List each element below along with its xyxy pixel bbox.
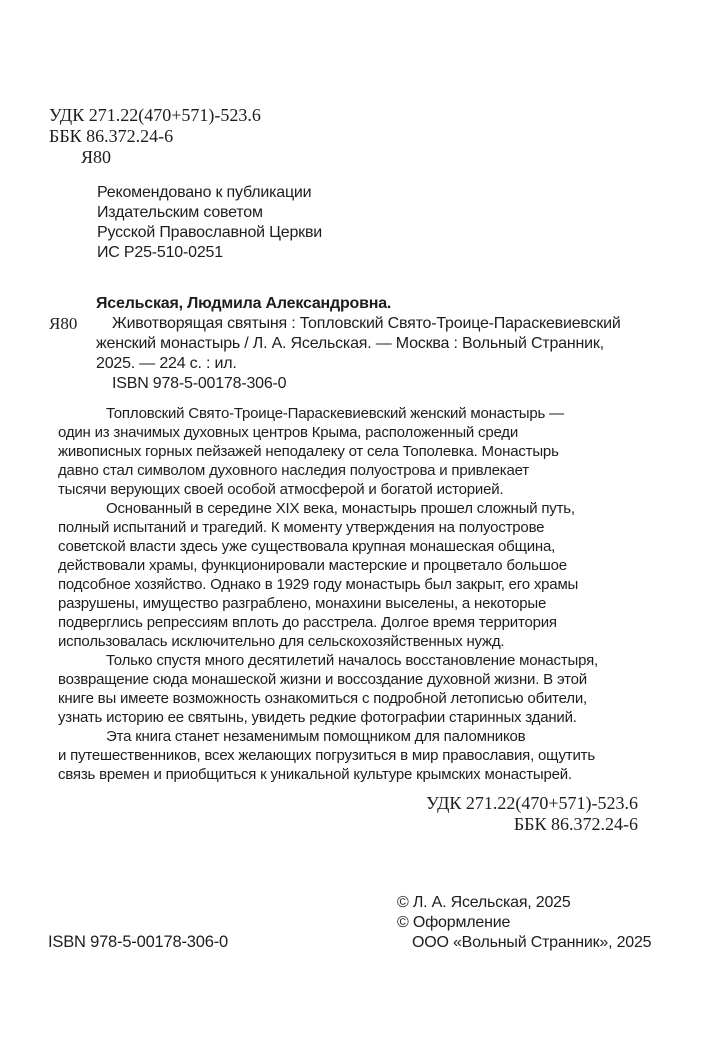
- text-line: Только спустя много десятилетий началось восстановление монастыря,: [106, 652, 598, 669]
- text-line: Основанный в середине XIX века, монастырь прошел сложный путь,: [106, 500, 575, 517]
- biblio-line-2: женский монастырь / Л. А. Ясельская. — Москва : Вольный Странник,: [96, 335, 604, 352]
- text-line: Издательским советом: [97, 204, 263, 221]
- copyright-block: [397, 893, 651, 953]
- biblio-title-line: Животворящая святыня : Топловский Свято-Троице-Параскевиевский: [112, 315, 621, 332]
- text-line: использовалась исключительно для сельскохозяйственных нужд.: [58, 633, 505, 650]
- text-line: связь времен и приобщиться к уникальной культуре крымских монастырей.: [58, 766, 572, 783]
- text-line: живописных горных пейзажей неподалеку от села Тополевка. Монастырь: [58, 443, 559, 460]
- biblio-author: Ясельская, Людмила Александровна.: [96, 295, 392, 312]
- copyright-author: © Л. А. Ясельская, 2025: [397, 894, 571, 911]
- text-line: подсобное хозяйство. Однако в 1929 году монастырь был закрыт, его храмы: [58, 576, 579, 593]
- text-line: Русской Православной Церкви: [97, 224, 322, 241]
- text-line: давно стал символом духовного наследия полуострова и привлекает: [58, 462, 529, 479]
- text-line: действовали храмы, функционировали мастерские и процветало большое: [58, 557, 567, 574]
- copyright-design: © Оформление: [397, 914, 511, 931]
- biblio-line-3: 2025. — 224 с. : ил.: [96, 355, 237, 372]
- approval-block: [97, 183, 322, 263]
- udk-code-bottom: УДК 271.22(470+571)-523.6: [426, 793, 638, 813]
- bbk-code-bottom: ББК 86.372.24-6: [513, 813, 638, 834]
- bbk-code: ББК 86.372.24-6: [49, 126, 174, 146]
- biblio-isbn: ISBN 978-5-00178-306-0: [112, 375, 287, 392]
- text-line: книге вы имеете возможность ознакомиться с подробной летописью обители,: [58, 690, 587, 707]
- text-line: разрушены, имущество разграблено, монахини выселены, а некоторые: [58, 595, 547, 612]
- text-line: узнать историю ее святынь, увидеть редкие фотографии старинных зданий.: [58, 709, 577, 726]
- bibliographic-entry: [49, 294, 621, 394]
- classification-codes-bottom: [338, 793, 638, 834]
- text-line: и путешественников, всех желающих погрузиться в мир православия, ощутить: [58, 747, 595, 764]
- annotation-paragraph-1: [58, 404, 598, 499]
- text-line: Рекомендовано к публикации: [97, 184, 312, 201]
- text-line: один из значимых духовных центров Крыма, расположенный среди: [58, 424, 519, 441]
- annotation: [58, 404, 598, 784]
- annotation-paragraph-2: [58, 499, 598, 651]
- copyright-publisher: ООО «Вольный Странник», 2025: [412, 934, 652, 951]
- annotation-paragraph-3: [58, 651, 598, 727]
- isbn-bottom: ISBN 978-5-00178-306-0: [48, 933, 228, 951]
- text-line: Топловский Свято-Троице-Параскевиевский женский монастырь —: [106, 405, 564, 422]
- text-line: подверглись репрессиям вплоть до расстрела. Долгое время территория: [58, 614, 557, 631]
- udk-code: УДК 271.22(470+571)-523.6: [49, 105, 261, 125]
- text-line: возвращение сюда монашеской жизни и воссоздание духовной жизни. В этой: [58, 671, 587, 688]
- author-sign: Я80: [81, 147, 112, 167]
- text-line: тысячи верующих своей особой атмосферой и богатой историей.: [58, 481, 504, 498]
- classification-codes-top: [49, 105, 261, 168]
- annotation-paragraph-4: [58, 727, 598, 784]
- text-line: Эта книга станет незаменимым помощником для паломников: [106, 728, 526, 745]
- text-line: полный испытаний и трагедий. К моменту утверждения на полуострове: [58, 519, 545, 536]
- biblio-author-sign: Я80: [49, 314, 78, 333]
- text-line: ИС Р25-510-0251: [97, 244, 223, 261]
- text-line: советской власти здесь уже существовала крупная монашеская община,: [58, 538, 556, 555]
